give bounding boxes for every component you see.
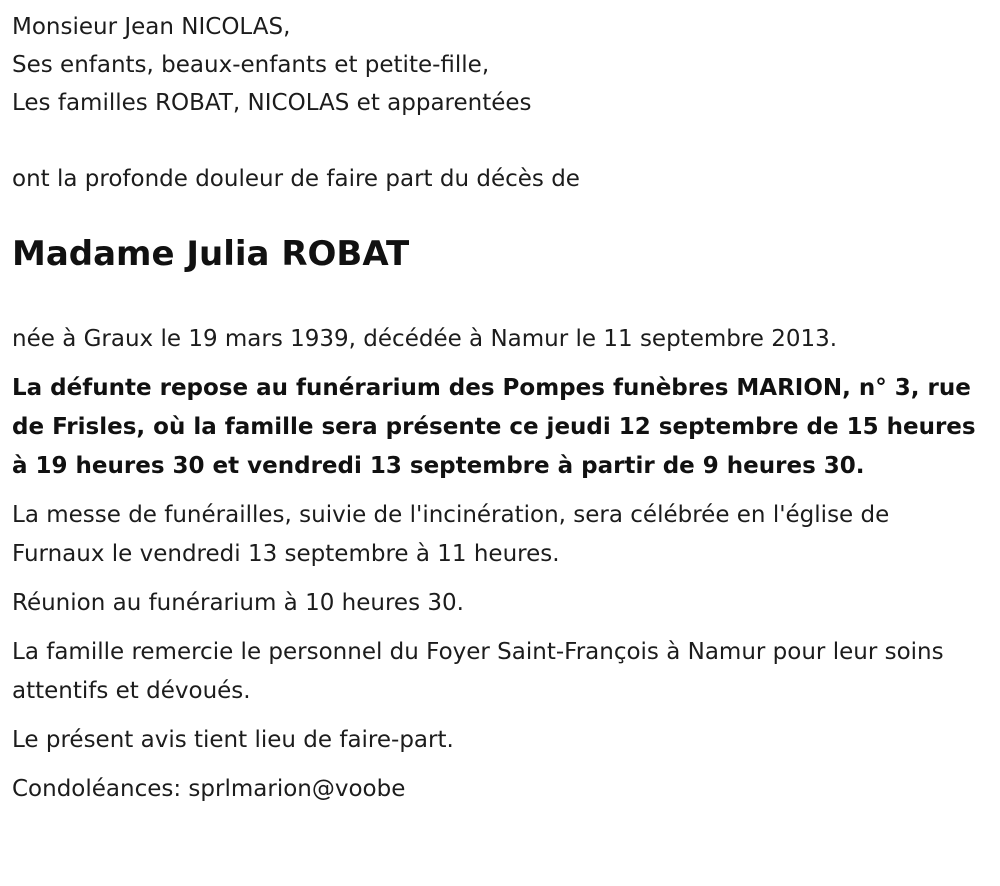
condolences-paragraph: Condoléances: sprlmarion@voobe [12,776,406,802]
family-line-1: Monsieur Jean NICOLAS, [12,14,291,40]
visitation-paragraph: La défunte repose au funérarium des Pompes funèbres MARION, n° 3, rue de Frisles, où la famille sera présente ce jeudi 12 septembre de 15 heures à 19 heures 30 et vendredi 13 septembre à partir de 9 heures 30. [12,375,976,479]
meeting-paragraph: Réunion au funérarium à 10 heures 30. [12,590,464,616]
funeral-mass-paragraph: La messe de funérailles, suivie de l'incinération, sera célébrée en l'église de Furnaux le vendredi 13 septembre à 11 heures. [12,502,890,567]
notice-paragraph: Le présent avis tient lieu de faire-part. [12,727,454,753]
family-list [12,8,988,122]
thanks-paragraph: La famille remercie le personnel du Foyer Saint-François à Namur pour leur soins attentifs et dévoués. [12,639,944,704]
birth-death-paragraph: née à Graux le 19 mars 1939, décédée à Namur le 11 septembre 2013. [12,326,838,352]
deceased-name: Madame Julia ROBAT [12,234,410,274]
announcement-text: ont la profonde douleur de faire part du décès de [12,166,580,192]
family-line-3: Les familles ROBAT, NICOLAS et apparentées [12,90,532,116]
family-line-2: Ses enfants, beaux-enfants et petite-fille, [12,52,490,78]
